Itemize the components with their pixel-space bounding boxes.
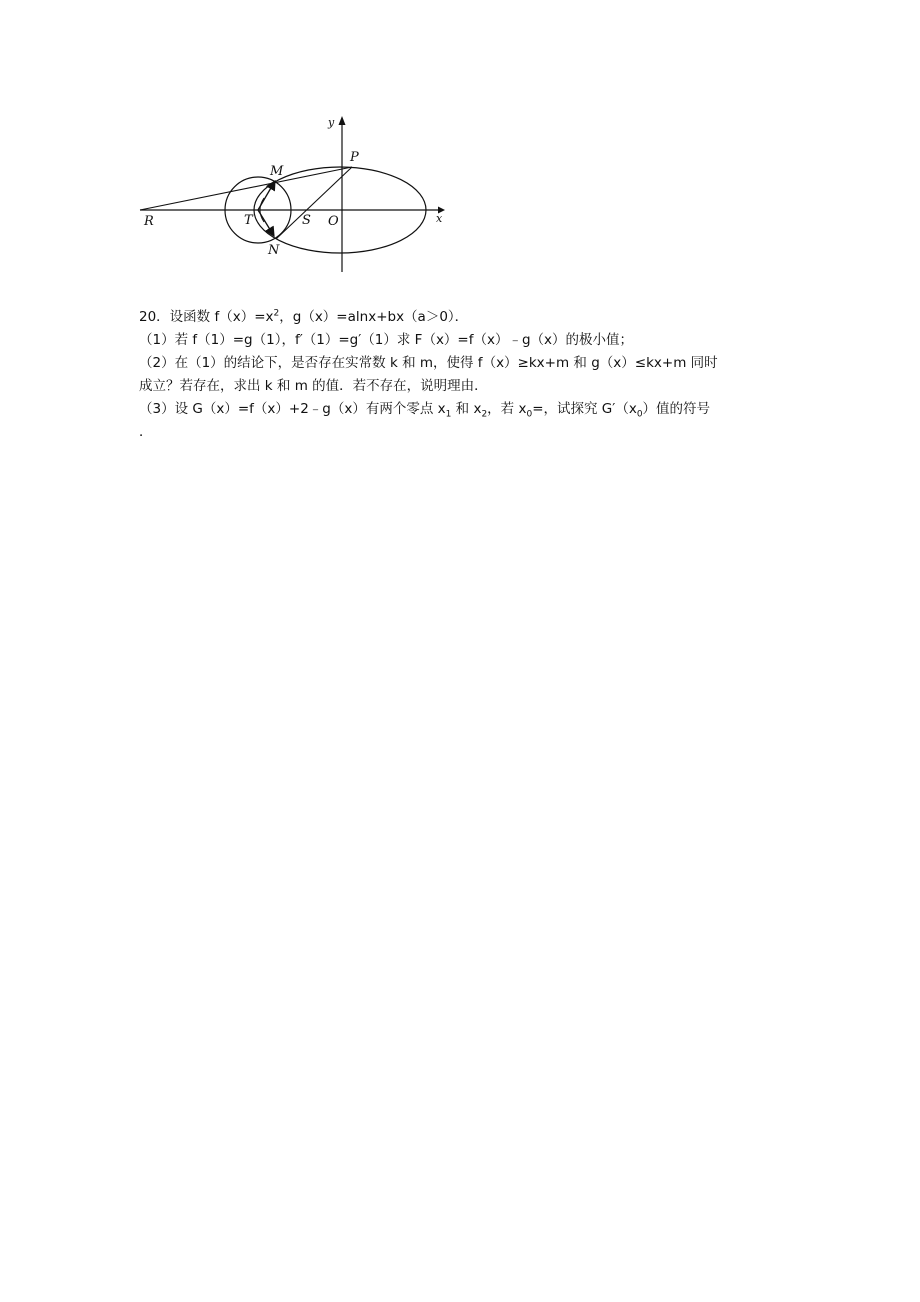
point-label-O: O: [328, 214, 339, 229]
part-2-line-2: 成立？若存在，求出 k 和 m 的值．若不存在，说明理由．: [139, 378, 488, 394]
point-label-N: N: [268, 243, 280, 258]
part-3-text-b: 和 x: [451, 401, 482, 417]
segment-PN: [276, 167, 352, 239]
part-1: （1）若 f（1）=g（1），f′（1）=g′（1）求 F（x）=f（x）﹣g（x）的极小值；: [139, 332, 634, 348]
part-3-text-a: （3）设 G（x）=f（x）+2﹣g（x）有两个零点 x: [139, 401, 446, 417]
part-3-text-d: =，试探究 G′（x: [532, 401, 637, 417]
geometry-figure: [138, 112, 450, 278]
part-2-line-1: （2）在（1）的结论下，是否存在实常数 k 和 m，使得 f（x）≥kx+m 和 g（x）≤kx+m 同时: [139, 355, 718, 371]
part-3-line-1: [139, 398, 789, 421]
x-axis-label: x: [436, 212, 443, 225]
header-superscript: 2: [273, 308, 280, 319]
point-label-M: M: [270, 164, 284, 179]
part-3-sub-1: 1: [445, 409, 452, 420]
problem-20: [139, 306, 789, 444]
part-3-sub-4: 0: [636, 409, 643, 420]
y-axis-arrow-icon: [339, 116, 346, 125]
header-text-a: 20．设函数 f（x）=x: [139, 309, 274, 325]
point-label-S: S: [302, 213, 311, 228]
part-3-sub-3: 0: [526, 409, 533, 420]
header-text-b: ，g（x）=alnx+bx（a＞0）．: [279, 309, 469, 325]
point-label-T: T: [244, 213, 253, 228]
point-label-P: P: [350, 150, 359, 165]
part-3-text-e: ）值的符号: [642, 401, 711, 417]
y-axis-label: y: [328, 116, 335, 129]
problem-header: [139, 306, 789, 329]
segment-RP: [140, 167, 352, 210]
point-label-R: R: [144, 214, 154, 229]
part-3-sub-2: 2: [481, 409, 488, 420]
part-3-line-2: ．: [139, 424, 153, 440]
part-3-text-c: ，若 x: [487, 401, 527, 417]
